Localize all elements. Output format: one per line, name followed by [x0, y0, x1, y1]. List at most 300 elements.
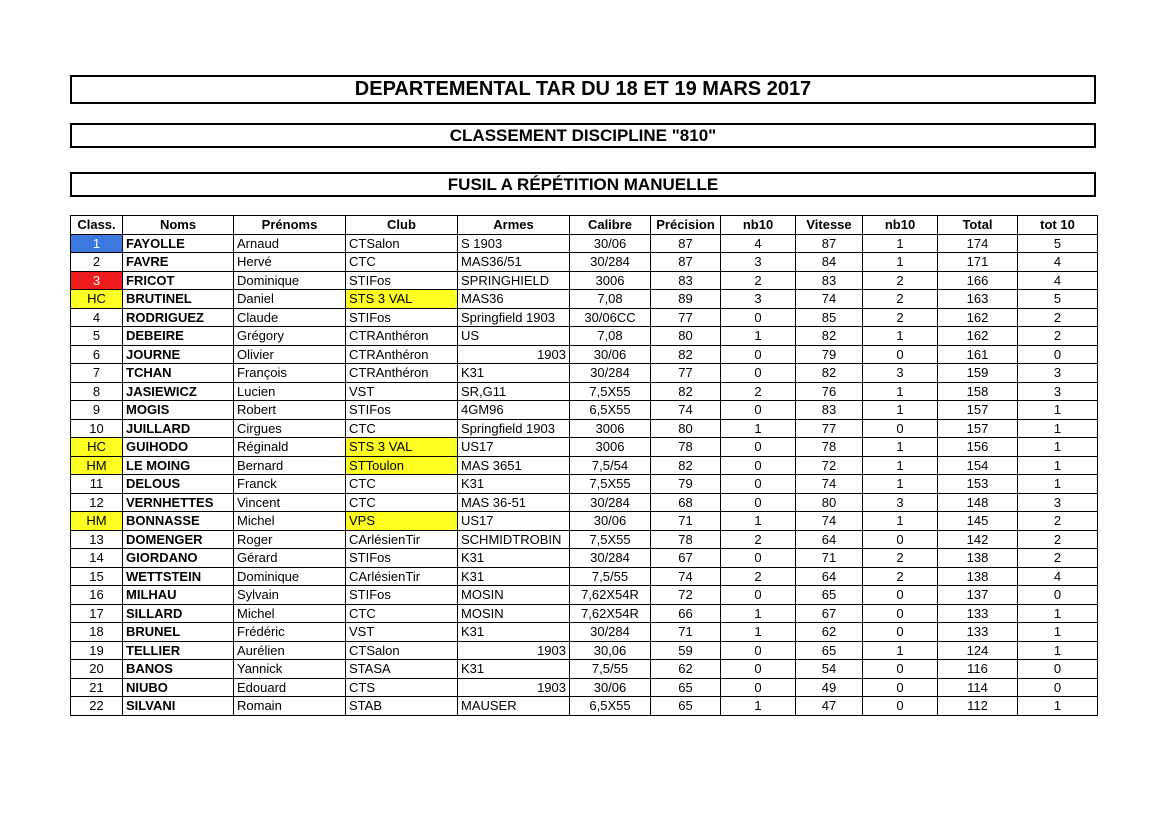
cell-nb10-precision: 0 — [721, 438, 796, 457]
cell-caliber: 30/284 — [570, 549, 651, 568]
cell-nb10-speed: 0 — [863, 586, 938, 605]
cell-speed: 85 — [796, 308, 863, 327]
cell-precision: 79 — [651, 475, 721, 494]
cell-firstname: Michel — [234, 604, 346, 623]
cell-rank: 7 — [71, 364, 123, 383]
cell-tot10: 4 — [1018, 567, 1098, 586]
cell-weapon: US — [458, 327, 570, 346]
col-header-club: Club — [346, 216, 458, 235]
discipline-title: CLASSEMENT DISCIPLINE "810" — [70, 123, 1096, 148]
cell-speed: 77 — [796, 419, 863, 438]
cell-club: CTC — [346, 475, 458, 494]
cell-weapon: 1903 — [458, 641, 570, 660]
cell-nb10-precision: 2 — [721, 567, 796, 586]
cell-precision: 83 — [651, 271, 721, 290]
cell-total: 145 — [938, 512, 1018, 531]
cell-name: BRUNEL — [123, 623, 234, 642]
cell-club: STAB — [346, 697, 458, 716]
cell-weapon: S 1903 — [458, 234, 570, 253]
cell-precision: 74 — [651, 567, 721, 586]
cell-nb10-speed: 1 — [863, 327, 938, 346]
cell-precision: 66 — [651, 604, 721, 623]
cell-firstname: Gérard — [234, 549, 346, 568]
cell-nb10-speed: 2 — [863, 290, 938, 309]
cell-name: VERNHETTES — [123, 493, 234, 512]
cell-club: STIFos — [346, 586, 458, 605]
cell-nb10-speed: 3 — [863, 493, 938, 512]
col-header-nb10-speed: nb10 — [863, 216, 938, 235]
cell-firstname: Daniel — [234, 290, 346, 309]
table-row — [71, 604, 1098, 623]
cell-precision: 65 — [651, 697, 721, 716]
cell-tot10: 1 — [1018, 623, 1098, 642]
cell-nb10-speed: 2 — [863, 549, 938, 568]
cell-firstname: Yannick — [234, 660, 346, 679]
cell-club: STIFos — [346, 308, 458, 327]
cell-caliber: 30/06 — [570, 234, 651, 253]
cell-firstname: Michel — [234, 512, 346, 531]
cell-tot10: 2 — [1018, 308, 1098, 327]
cell-precision: 82 — [651, 456, 721, 475]
cell-nb10-speed: 2 — [863, 308, 938, 327]
cell-tot10: 1 — [1018, 604, 1098, 623]
cell-caliber: 30/284 — [570, 623, 651, 642]
cell-speed: 78 — [796, 438, 863, 457]
cell-nb10-speed: 1 — [863, 234, 938, 253]
cell-club: CTC — [346, 604, 458, 623]
cell-rank: 12 — [71, 493, 123, 512]
cell-nb10-speed: 0 — [863, 604, 938, 623]
cell-speed: 79 — [796, 345, 863, 364]
cell-speed: 83 — [796, 271, 863, 290]
cell-tot10: 2 — [1018, 549, 1098, 568]
cell-club: STIFos — [346, 401, 458, 420]
cell-tot10: 1 — [1018, 456, 1098, 475]
cell-nb10-precision: 0 — [721, 660, 796, 679]
cell-total: 162 — [938, 327, 1018, 346]
cell-precision: 82 — [651, 382, 721, 401]
results-body — [71, 234, 1098, 715]
cell-caliber: 30/06 — [570, 512, 651, 531]
cell-tot10: 1 — [1018, 419, 1098, 438]
cell-rank: HC — [71, 290, 123, 309]
cell-tot10: 2 — [1018, 327, 1098, 346]
cell-name: RODRIGUEZ — [123, 308, 234, 327]
cell-rank: 1 — [71, 234, 123, 253]
cell-weapon: K31 — [458, 364, 570, 383]
cell-nb10-precision: 0 — [721, 364, 796, 383]
cell-nb10-speed: 0 — [863, 660, 938, 679]
table-row — [71, 456, 1098, 475]
cell-precision: 78 — [651, 438, 721, 457]
cell-speed: 62 — [796, 623, 863, 642]
cell-weapon: Springfield 1903 — [458, 419, 570, 438]
cell-name: JOURNE — [123, 345, 234, 364]
cell-precision: 80 — [651, 327, 721, 346]
cell-speed: 74 — [796, 290, 863, 309]
cell-nb10-precision: 0 — [721, 493, 796, 512]
cell-tot10: 2 — [1018, 530, 1098, 549]
cell-club: CTRAnthéron — [346, 345, 458, 364]
cell-caliber: 30/06 — [570, 678, 651, 697]
cell-total: 166 — [938, 271, 1018, 290]
table-row — [71, 586, 1098, 605]
cell-firstname: Vincent — [234, 493, 346, 512]
cell-nb10-precision: 0 — [721, 641, 796, 660]
cell-name: MOGIS — [123, 401, 234, 420]
cell-speed: 84 — [796, 253, 863, 272]
cell-caliber: 7,5X55 — [570, 530, 651, 549]
col-header-weapon: Armes — [458, 216, 570, 235]
cell-nb10-precision: 2 — [721, 382, 796, 401]
cell-weapon: US17 — [458, 512, 570, 531]
cell-rank: 22 — [71, 697, 123, 716]
cell-total: 137 — [938, 586, 1018, 605]
table-row — [71, 382, 1098, 401]
col-header-tot10: tot 10 — [1018, 216, 1098, 235]
cell-tot10: 4 — [1018, 253, 1098, 272]
cell-caliber: 3006 — [570, 438, 651, 457]
cell-tot10: 0 — [1018, 678, 1098, 697]
cell-caliber: 30/06 — [570, 345, 651, 364]
cell-firstname: Roger — [234, 530, 346, 549]
cell-tot10: 5 — [1018, 234, 1098, 253]
cell-firstname: François — [234, 364, 346, 383]
cell-rank: 19 — [71, 641, 123, 660]
cell-club: STIFos — [346, 271, 458, 290]
table-row — [71, 475, 1098, 494]
cell-nb10-precision: 1 — [721, 604, 796, 623]
cell-nb10-speed: 1 — [863, 456, 938, 475]
cell-nb10-speed: 1 — [863, 475, 938, 494]
cell-total: 158 — [938, 382, 1018, 401]
table-row — [71, 512, 1098, 531]
cell-rank: 20 — [71, 660, 123, 679]
cell-tot10: 3 — [1018, 382, 1098, 401]
cell-firstname: Aurélien — [234, 641, 346, 660]
col-header-caliber: Calibre — [570, 216, 651, 235]
cell-precision: 71 — [651, 623, 721, 642]
col-header-name: Noms — [123, 216, 234, 235]
cell-tot10: 3 — [1018, 493, 1098, 512]
cell-tot10: 1 — [1018, 697, 1098, 716]
cell-name: TCHAN — [123, 364, 234, 383]
cell-firstname: Sylvain — [234, 586, 346, 605]
cell-speed: 74 — [796, 475, 863, 494]
cell-total: 148 — [938, 493, 1018, 512]
col-header-firstname: Prénoms — [234, 216, 346, 235]
cell-weapon: MAS36/51 — [458, 253, 570, 272]
cell-name: JASIEWICZ — [123, 382, 234, 401]
cell-nb10-speed: 0 — [863, 419, 938, 438]
cell-precision: 62 — [651, 660, 721, 679]
col-header-class: Class. — [71, 216, 123, 235]
col-header-total: Total — [938, 216, 1018, 235]
cell-nb10-precision: 2 — [721, 271, 796, 290]
cell-nb10-precision: 0 — [721, 456, 796, 475]
cell-nb10-precision: 0 — [721, 678, 796, 697]
cell-rank: 21 — [71, 678, 123, 697]
cell-name: NIUBO — [123, 678, 234, 697]
cell-nb10-speed: 1 — [863, 382, 938, 401]
cell-nb10-speed: 2 — [863, 567, 938, 586]
cell-nb10-precision: 0 — [721, 308, 796, 327]
cell-nb10-speed: 1 — [863, 641, 938, 660]
cell-tot10: 2 — [1018, 512, 1098, 531]
table-row — [71, 290, 1098, 309]
cell-nb10-speed: 0 — [863, 530, 938, 549]
cell-weapon: MAS36 — [458, 290, 570, 309]
cell-precision: 78 — [651, 530, 721, 549]
cell-speed: 64 — [796, 530, 863, 549]
cell-club: CTC — [346, 419, 458, 438]
cell-name: LE MOING — [123, 456, 234, 475]
cell-weapon: SR,G11 — [458, 382, 570, 401]
cell-total: 138 — [938, 549, 1018, 568]
cell-name: MILHAU — [123, 586, 234, 605]
table-row — [71, 345, 1098, 364]
cell-speed: 80 — [796, 493, 863, 512]
cell-nb10-speed: 2 — [863, 271, 938, 290]
cell-caliber: 7,5/54 — [570, 456, 651, 475]
cell-firstname: Claude — [234, 308, 346, 327]
cell-precision: 72 — [651, 586, 721, 605]
cell-nb10-precision: 0 — [721, 549, 796, 568]
cell-nb10-precision: 1 — [721, 697, 796, 716]
cell-precision: 87 — [651, 234, 721, 253]
cell-club: CTSalon — [346, 234, 458, 253]
cell-name: FRICOT — [123, 271, 234, 290]
cell-tot10: 1 — [1018, 438, 1098, 457]
table-row — [71, 678, 1098, 697]
cell-nb10-speed: 0 — [863, 623, 938, 642]
cell-total: 133 — [938, 623, 1018, 642]
cell-rank: 5 — [71, 327, 123, 346]
table-row — [71, 530, 1098, 549]
cell-club: CTC — [346, 253, 458, 272]
col-header-nb10-precision: nb10 — [721, 216, 796, 235]
cell-total: 133 — [938, 604, 1018, 623]
cell-rank: 15 — [71, 567, 123, 586]
cell-speed: 64 — [796, 567, 863, 586]
cell-caliber: 7,5/55 — [570, 660, 651, 679]
cell-club: CTSalon — [346, 641, 458, 660]
cell-name: GIORDANO — [123, 549, 234, 568]
cell-nb10-speed: 0 — [863, 678, 938, 697]
cell-total: 157 — [938, 401, 1018, 420]
cell-tot10: 1 — [1018, 475, 1098, 494]
cell-nb10-precision: 1 — [721, 512, 796, 531]
cell-total: 157 — [938, 419, 1018, 438]
cell-name: SILLARD — [123, 604, 234, 623]
table-row — [71, 253, 1098, 272]
cell-nb10-precision: 0 — [721, 401, 796, 420]
table-row — [71, 623, 1098, 642]
page-title: DEPARTEMENTAL TAR DU 18 ET 19 MARS 2017 — [70, 75, 1096, 104]
cell-name: BANOS — [123, 660, 234, 679]
cell-caliber: 30/284 — [570, 253, 651, 272]
cell-club: CArlésienTir — [346, 530, 458, 549]
cell-weapon: 1903 — [458, 345, 570, 364]
cell-precision: 82 — [651, 345, 721, 364]
cell-nb10-speed: 1 — [863, 253, 938, 272]
cell-weapon: MAS 3651 — [458, 456, 570, 475]
cell-weapon: 4GM96 — [458, 401, 570, 420]
cell-firstname: Dominique — [234, 567, 346, 586]
cell-nb10-precision: 3 — [721, 290, 796, 309]
cell-caliber: 30/284 — [570, 364, 651, 383]
table-row — [71, 697, 1098, 716]
cell-caliber: 7,5/55 — [570, 567, 651, 586]
col-header-speed: Vitesse — [796, 216, 863, 235]
cell-caliber: 30,06 — [570, 641, 651, 660]
cell-club: CTC — [346, 493, 458, 512]
cell-speed: 65 — [796, 641, 863, 660]
cell-name: FAYOLLE — [123, 234, 234, 253]
cell-nb10-speed: 1 — [863, 512, 938, 531]
cell-total: 154 — [938, 456, 1018, 475]
cell-nb10-speed: 0 — [863, 697, 938, 716]
cell-club: STToulon — [346, 456, 458, 475]
cell-firstname: Olivier — [234, 345, 346, 364]
cell-total: 156 — [938, 438, 1018, 457]
cell-rank: 2 — [71, 253, 123, 272]
cell-weapon: 1903 — [458, 678, 570, 697]
cell-caliber: 7,5X55 — [570, 475, 651, 494]
cell-name: DELOUS — [123, 475, 234, 494]
cell-weapon: SCHMIDTROBIN — [458, 530, 570, 549]
cell-caliber: 3006 — [570, 419, 651, 438]
cell-rank: 13 — [71, 530, 123, 549]
cell-firstname: Lucien — [234, 382, 346, 401]
cell-speed: 82 — [796, 327, 863, 346]
cell-nb10-speed: 3 — [863, 364, 938, 383]
cell-rank: 10 — [71, 419, 123, 438]
cell-club: STS 3 VAL — [346, 438, 458, 457]
table-row — [71, 234, 1098, 253]
table-row — [71, 419, 1098, 438]
cell-firstname: Cirgues — [234, 419, 346, 438]
cell-nb10-precision: 1 — [721, 419, 796, 438]
cell-firstname: Hervé — [234, 253, 346, 272]
cell-tot10: 4 — [1018, 271, 1098, 290]
table-row — [71, 660, 1098, 679]
cell-club: VPS — [346, 512, 458, 531]
cell-firstname: Edouard — [234, 678, 346, 697]
cell-precision: 89 — [651, 290, 721, 309]
header-row — [71, 216, 1098, 235]
cell-rank: 3 — [71, 271, 123, 290]
cell-precision: 77 — [651, 364, 721, 383]
cell-rank: 6 — [71, 345, 123, 364]
cell-club: CTS — [346, 678, 458, 697]
cell-speed: 74 — [796, 512, 863, 531]
cell-rank: 9 — [71, 401, 123, 420]
cell-caliber: 7,5X55 — [570, 382, 651, 401]
cell-caliber: 30/06CC — [570, 308, 651, 327]
cell-speed: 82 — [796, 364, 863, 383]
cell-rank: HC — [71, 438, 123, 457]
cell-firstname: Arnaud — [234, 234, 346, 253]
cell-club: VST — [346, 623, 458, 642]
cell-total: 174 — [938, 234, 1018, 253]
cell-precision: 68 — [651, 493, 721, 512]
cell-name: FAVRE — [123, 253, 234, 272]
cell-name: JUILLARD — [123, 419, 234, 438]
cell-firstname: Romain — [234, 697, 346, 716]
cell-weapon: MAS 36-51 — [458, 493, 570, 512]
cell-club: STASA — [346, 660, 458, 679]
cell-rank: 18 — [71, 623, 123, 642]
cell-firstname: Grégory — [234, 327, 346, 346]
cell-total: 171 — [938, 253, 1018, 272]
cell-speed: 72 — [796, 456, 863, 475]
cell-total: 114 — [938, 678, 1018, 697]
table-row — [71, 401, 1098, 420]
cell-weapon: SPRINGHIELD — [458, 271, 570, 290]
cell-speed: 54 — [796, 660, 863, 679]
cell-firstname: Robert — [234, 401, 346, 420]
cell-firstname: Franck — [234, 475, 346, 494]
cell-club: STS 3 VAL — [346, 290, 458, 309]
cell-tot10: 5 — [1018, 290, 1098, 309]
cell-rank: 8 — [71, 382, 123, 401]
cell-nb10-speed: 0 — [863, 345, 938, 364]
table-row — [71, 567, 1098, 586]
cell-speed: 67 — [796, 604, 863, 623]
cell-tot10: 0 — [1018, 660, 1098, 679]
cell-speed: 71 — [796, 549, 863, 568]
cell-name: WETTSTEIN — [123, 567, 234, 586]
cell-rank: 4 — [71, 308, 123, 327]
cell-club: VST — [346, 382, 458, 401]
table-row — [71, 364, 1098, 383]
cell-precision: 65 — [651, 678, 721, 697]
cell-caliber: 6,5X55 — [570, 697, 651, 716]
table-row — [71, 271, 1098, 290]
cell-nb10-precision: 0 — [721, 475, 796, 494]
cell-precision: 67 — [651, 549, 721, 568]
category-title: FUSIL A RÉPÉTITION MANUELLE — [70, 172, 1096, 197]
cell-caliber: 3006 — [570, 271, 651, 290]
cell-rank: 17 — [71, 604, 123, 623]
cell-club: CTRAnthéron — [346, 364, 458, 383]
cell-precision: 74 — [651, 401, 721, 420]
cell-precision: 77 — [651, 308, 721, 327]
cell-weapon: K31 — [458, 660, 570, 679]
cell-precision: 59 — [651, 641, 721, 660]
cell-total: 162 — [938, 308, 1018, 327]
cell-name: DEBEIRE — [123, 327, 234, 346]
cell-caliber: 7,62X54R — [570, 586, 651, 605]
cell-weapon: MOSIN — [458, 604, 570, 623]
cell-nb10-precision: 1 — [721, 623, 796, 642]
cell-tot10: 3 — [1018, 364, 1098, 383]
table-row — [71, 641, 1098, 660]
cell-nb10-precision: 0 — [721, 586, 796, 605]
cell-nb10-precision: 0 — [721, 345, 796, 364]
cell-speed: 83 — [796, 401, 863, 420]
cell-nb10-precision: 3 — [721, 253, 796, 272]
cell-total: 116 — [938, 660, 1018, 679]
cell-caliber: 7,62X54R — [570, 604, 651, 623]
cell-nb10-precision: 4 — [721, 234, 796, 253]
cell-speed: 47 — [796, 697, 863, 716]
cell-weapon: K31 — [458, 623, 570, 642]
cell-weapon: MOSIN — [458, 586, 570, 605]
cell-caliber: 7,08 — [570, 290, 651, 309]
cell-tot10: 1 — [1018, 401, 1098, 420]
